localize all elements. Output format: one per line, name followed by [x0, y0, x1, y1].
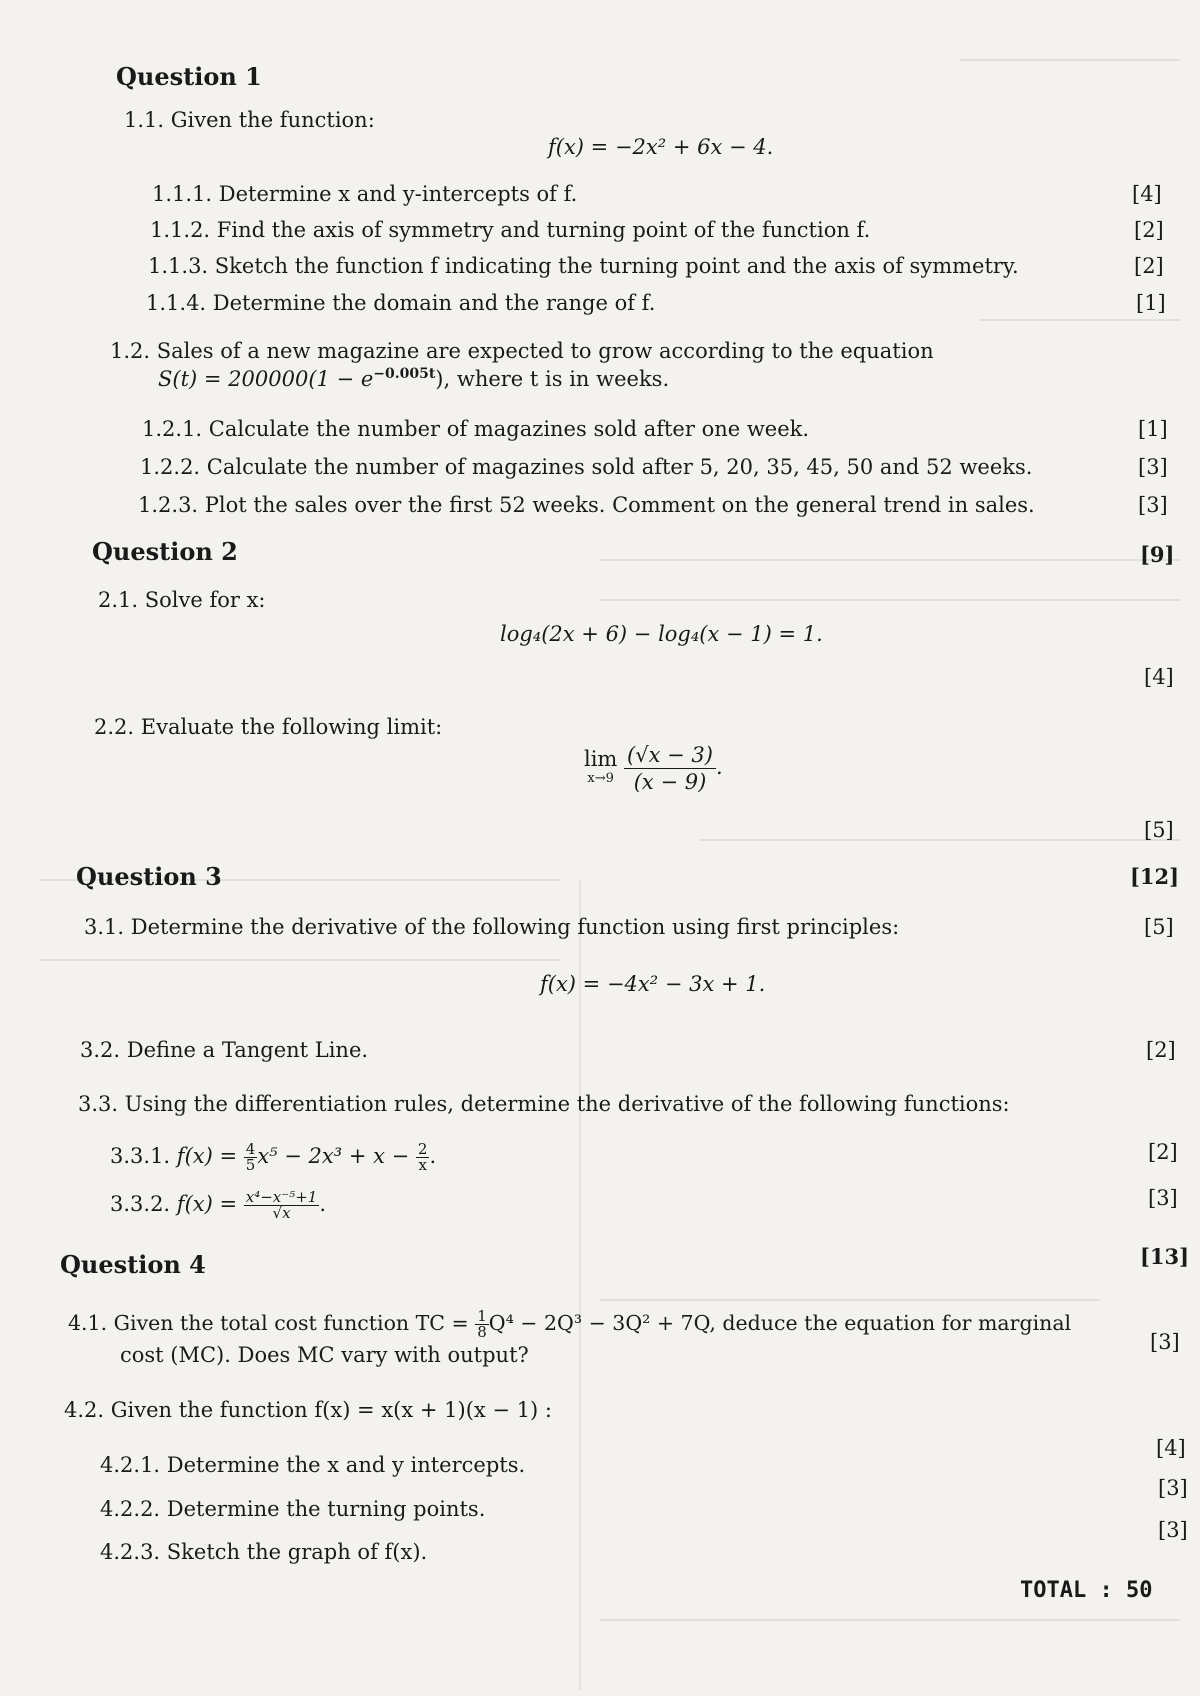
- q3-2-marks: [2]: [1146, 1038, 1176, 1062]
- q4-1-frac-den: 8: [477, 1323, 487, 1341]
- q3-3-2-frac-den: √x: [272, 1204, 291, 1222]
- q1-2-1-text: 1.2.1. Calculate the number of magazines sold after one week.: [142, 417, 810, 441]
- q1-2-3-marks: [3]: [1138, 493, 1168, 517]
- q3-3-text: 3.3. Using the differentiation rules, determine the derivative of the following functions:: [78, 1092, 1010, 1116]
- q1-1-3-marks: [2]: [1134, 254, 1164, 278]
- q3-3-2: 3.3.2. f(x) = $\frac{\text{x⁴−x⁻⁵+1}}{√x}$ .: [110, 1188, 326, 1222]
- q3-3-1-frac1-num: 4: [245, 1140, 256, 1158]
- q1-1-4-marks: [1]: [1136, 291, 1166, 315]
- q1-1-intro: 1.1. Given the function:: [124, 108, 375, 132]
- limit-word: lim: [584, 746, 618, 771]
- question-1-heading: Question 1: [116, 62, 262, 91]
- q4-2-2-text: 4.2.2. Determine the turning points.: [100, 1497, 486, 1521]
- q4-2-2-marks: [3]: [1158, 1476, 1188, 1500]
- q2-1-equation: log₄(2x + 6) − log₄(x − 1) = 1.: [500, 622, 823, 646]
- q4-2-3-text: 4.2.3. Sketch the graph of f(x).: [100, 1540, 428, 1564]
- q1-1-1-marks: [4]: [1132, 182, 1162, 206]
- q3-3-2-marks: [3]: [1148, 1186, 1178, 1210]
- q3-3-2-frac-num: x⁴−x⁻⁵+1: [245, 1188, 318, 1206]
- limit-denominator: (x − 9): [633, 770, 707, 794]
- q3-3-1-label: 3.3.1.: [110, 1144, 171, 1168]
- q1-2-2-marks: [3]: [1138, 455, 1168, 479]
- q4-1-line2: cost (MC). Does MC vary with output?: [120, 1343, 529, 1367]
- q1-1-2-text: 1.1.2. Find the axis of symmetry and turning point of the function f.: [150, 218, 871, 242]
- q1-1-1-text: 1.1.1. Determine x and y-intercepts of f.: [152, 182, 578, 206]
- q1-2-eq-a: S(t) = 200000(1 − e: [158, 367, 374, 391]
- q3-3-1-frac2-num: 2: [417, 1140, 428, 1158]
- limit-subscript: x→9: [587, 770, 614, 786]
- q1-2-eq-exp: −0.005t: [373, 366, 436, 382]
- q4-1-text-a: 4.1. Given the total cost function TC =: [68, 1311, 469, 1335]
- q3-3-2-label: 3.3.2.: [110, 1192, 171, 1216]
- exam-total: TOTAL : 50: [1020, 1578, 1153, 1603]
- q3-3-1-eq-b: x⁵ − 2x³ + x −: [257, 1144, 410, 1168]
- q3-1-marks: [5]: [1144, 915, 1174, 939]
- q2-total-marks: [9]: [1140, 542, 1175, 567]
- q2-2-text: 2.2. Evaluate the following limit:: [94, 715, 443, 739]
- limit-numerator: (√x − 3): [624, 742, 716, 769]
- q3-3-1-eq-a: f(x) =: [176, 1144, 238, 1168]
- q2-2-marks: [5]: [1144, 818, 1174, 842]
- q1-1-4-text: 1.1.4. Determine the domain and the range of f.: [146, 291, 656, 315]
- q4-total-marks: [13]: [1140, 1244, 1190, 1269]
- q4-2-3-marks: [3]: [1158, 1518, 1188, 1542]
- q1-2-line2: [158, 366, 669, 391]
- question-4-heading: Question 4: [60, 1250, 206, 1279]
- q3-2-text: 3.2. Define a Tangent Line.: [80, 1038, 369, 1062]
- q4-1-frac-num: 1: [477, 1307, 487, 1325]
- q2-1-text: 2.1. Solve for x:: [98, 588, 266, 612]
- q4-1-marks: [3]: [1150, 1330, 1180, 1354]
- q2-1-marks: [4]: [1144, 665, 1174, 689]
- q3-total-marks: [12]: [1130, 864, 1180, 889]
- q3-3-1-frac2-den: x: [418, 1156, 427, 1174]
- q1-1-3-text: 1.1.3. Sketch the function f indicating the turning point and the axis of symmetry.: [148, 254, 1019, 278]
- q4-1-text-b: Q⁴ − 2Q³ − 3Q² + 7Q, deduce the equation for marginal: [488, 1311, 1072, 1335]
- q4-2-text: 4.2. Given the function f(x) = x(x + 1)(x − 1) :: [64, 1398, 552, 1422]
- q4-2-1-marks: [4]: [1156, 1436, 1186, 1460]
- q1-2-eq-b: ), where t is in weeks.: [435, 367, 670, 391]
- q1-2-line1: 1.2. Sales of a new magazine are expected to grow according to the equation: [110, 339, 934, 363]
- q3-3-1-frac1-den: 5: [245, 1156, 256, 1174]
- q4-1-line1: [68, 1309, 1071, 1340]
- q1-1-equation: f(x) = −2x² + 6x − 4.: [548, 135, 774, 159]
- q1-2-3-text: 1.2.3. Plot the sales over the first 52 weeks. Comment on the general trend in sales.: [138, 493, 1035, 517]
- q1-1-2-marks: [2]: [1134, 218, 1164, 242]
- question-2-heading: Question 2: [92, 537, 238, 566]
- q3-1-equation: f(x) = −4x² − 3x + 1.: [540, 972, 766, 996]
- question-3-heading: Question 3: [76, 862, 222, 891]
- q2-2-limit: lim x→9 $\frac{(√x - 3)}{(x - 9)}$ .: [584, 743, 723, 794]
- q1-2-2-text: 1.2.2. Calculate the number of magazines sold after 5, 20, 35, 45, 50 and 52 weeks.: [140, 455, 1033, 479]
- q3-3-2-eq-a: f(x) =: [176, 1192, 238, 1216]
- q3-3-1: 3.3.1. f(x) = $\frac{4}{5}$ x⁵ − 2x³ + x − $\frac{2}{x}$ .: [110, 1140, 437, 1174]
- q3-3-1-marks: [2]: [1148, 1140, 1178, 1164]
- q4-2-1-text: 4.2.1. Determine the x and y intercepts.: [100, 1453, 526, 1477]
- q3-1-text: 3.1. Determine the derivative of the following function using first principles:: [84, 915, 900, 939]
- q1-2-1-marks: [1]: [1138, 417, 1168, 441]
